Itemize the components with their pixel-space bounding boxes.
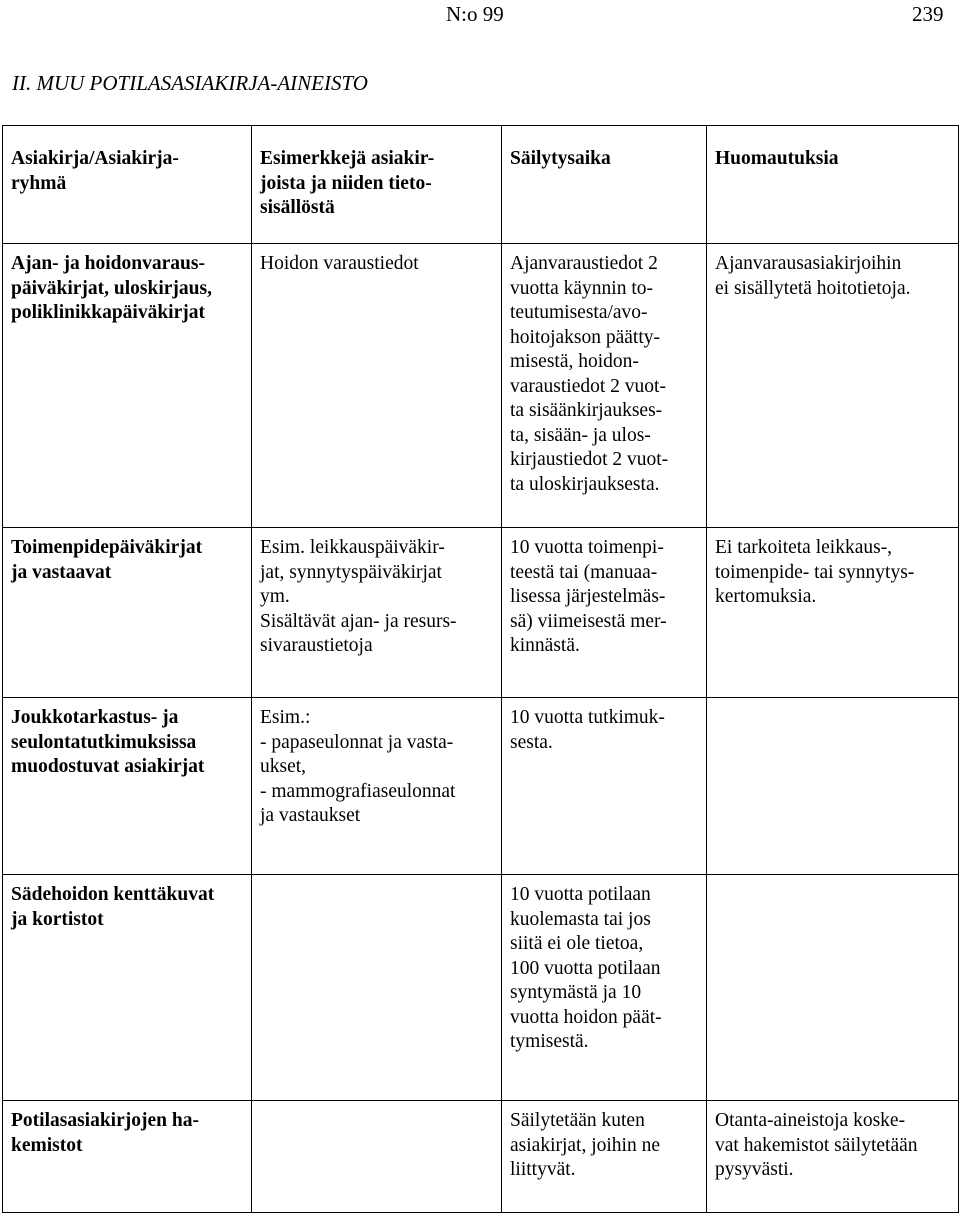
header-document-group: Asiakirja/Asiakirja- ryhmä (3, 126, 252, 244)
table-row (3, 875, 959, 1101)
records-table (2, 125, 959, 1213)
section-title: II. MUU POTILASASIAKIRJA-AINEISTO (12, 71, 368, 95)
page-header (0, 0, 960, 34)
cell-examples: Esim.: - papaseulonnat ja vasta- ukset, - mammografiaseulonnat ja vastaukset (252, 698, 502, 875)
page-number: 239 (912, 2, 944, 26)
cell-notes: Ei tarkoiteta leikkaus-, toimenpide- tai synnytys- kertomuksia. (707, 528, 959, 698)
table-row (3, 1101, 959, 1213)
cell-notes (707, 698, 959, 875)
cell-retention: 10 vuotta potilaan kuolemasta tai jos siitä ei ole tietoa, 100 vuotta potilaan syntymästä ja 10 vuotta hoidon päät- tymisestä. (502, 875, 707, 1101)
cell-examples (252, 875, 502, 1101)
header-retention: Säilytysaika (502, 126, 707, 244)
cell-notes (707, 875, 959, 1101)
cell-document-group: Potilasasiakirjojen ha- kemistot (3, 1101, 252, 1213)
cell-document-group: Toimenpidepäiväkirjat ja vastaavat (3, 528, 252, 698)
issue-number: N:o 99 (446, 2, 504, 26)
cell-retention: 10 vuotta toimenpi- teestä tai (manuaa- lisessa järjestelmäs- sä) viimeisestä mer- kinnästä. (502, 528, 707, 698)
header-examples: Esimerkkejä asiakir- joista ja niiden tieto- sisällöstä (252, 126, 502, 244)
table-row (3, 528, 959, 698)
cell-examples: Esim. leikkauspäiväkir- jat, synnytyspäiväkirjat ym. Sisältävät ajan- ja resurs- sivaraustietoja (252, 528, 502, 698)
cell-examples (252, 1101, 502, 1213)
table-row (3, 698, 959, 875)
cell-examples: Hoidon varaustiedot (252, 244, 502, 528)
header-notes: Huomautuksia (707, 126, 959, 244)
cell-notes: Otanta-aineistoja koske- vat hakemistot säilytetään pysyvästi. (707, 1101, 959, 1213)
cell-retention: Ajanvaraustiedot 2 vuotta käynnin to- teutumisesta/avo- hoitojakson päätty- misestä, hoidon- varaustiedot 2 vuot- ta sisäänkirjaukses- ta, sisään- ja ulos- kirjaustiedot 2 vuot- ta uloskirjauksesta. (502, 244, 707, 528)
table-header-row (3, 126, 959, 244)
cell-retention: Säilytetään kuten asiakirjat, joihin ne liittyvät. (502, 1101, 707, 1213)
cell-document-group: Joukkotarkastus- ja seulontatutkimuksissa muodostuvat asiakirjat (3, 698, 252, 875)
cell-document-group: Ajan- ja hoidonvaraus- päiväkirjat, uloskirjaus, poliklinikkapäiväkirjat (3, 244, 252, 528)
cell-notes: Ajanvarausasiakirjoihin ei sisällytetä hoitotietoja. (707, 244, 959, 528)
cell-document-group: Sädehoidon kenttäkuvat ja kortistot (3, 875, 252, 1101)
cell-retention: 10 vuotta tutkimuk- sesta. (502, 698, 707, 875)
table-row (3, 244, 959, 528)
